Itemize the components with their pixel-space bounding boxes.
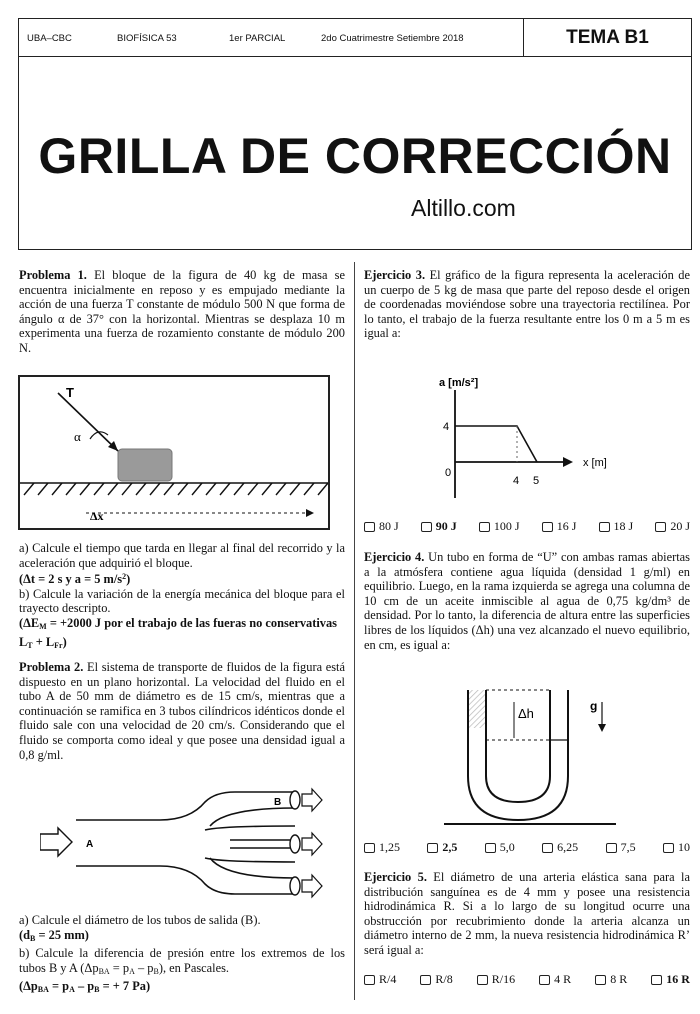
hatch-line [80, 483, 90, 495]
outlet-bottom [290, 877, 300, 895]
block [118, 449, 172, 481]
option-label: 8 R [610, 972, 628, 986]
hatch-line [122, 483, 132, 495]
problema1-questions [19, 541, 345, 653]
option[interactable] [663, 840, 690, 855]
problema2-label: Problema 2. [19, 660, 84, 674]
page-title: GRILLA DE CORRECCIÓN [38, 128, 672, 184]
pipe-outline [76, 792, 295, 894]
option-label: 10 [677, 840, 690, 854]
hatch-line [290, 483, 300, 495]
y-tick-4: 4 [443, 421, 450, 433]
subject-label: BIOFÍSICA 53 [117, 33, 177, 44]
option[interactable] [421, 519, 457, 534]
hatch-line [66, 483, 76, 495]
hatch-line [276, 483, 286, 495]
option[interactable] [477, 972, 515, 987]
ejercicio4-options [364, 840, 690, 855]
hatch-line [304, 483, 314, 495]
x-tick-5: 5 [533, 475, 540, 487]
oil-column [468, 690, 486, 728]
checkbox[interactable] [364, 975, 375, 985]
ejercicio5-options [364, 972, 690, 987]
checkbox[interactable] [427, 843, 438, 853]
hatch-line [318, 483, 328, 495]
problema1-a: a) Calcule el tiempo que tarda en llegar al final del recorrido y la aceleración que adquirió el bloque. [19, 541, 345, 570]
checkbox[interactable] [539, 975, 550, 985]
option[interactable] [651, 972, 690, 987]
option-label: 4 R [554, 972, 572, 986]
option-label: 100 J [493, 519, 520, 533]
ejercicio3-options [364, 519, 690, 534]
hatch-line [262, 483, 272, 495]
checkbox[interactable] [364, 843, 375, 853]
uba-label: UBA–CBC [27, 33, 72, 44]
checkbox[interactable] [599, 522, 610, 532]
option-label: 5,0 [499, 840, 515, 854]
option-label: R/8 [435, 972, 453, 986]
option[interactable] [420, 972, 452, 987]
force-T-label: T [66, 385, 74, 400]
problema1-statement [19, 268, 345, 356]
tema-label: TEMA B1 [523, 19, 691, 57]
u-tube-figure [440, 688, 620, 830]
option-label: 2,5 [442, 840, 458, 854]
tube-A-label: A [86, 839, 94, 850]
ejercicio4-text: Un tubo en forma de “U” con ambas ramas abiertas a la atmósfera contiene agua líquida (densidad 1 g/ml) en equilibrio. Luego, en la rama izquierda se agrega una columna de 10 cm de un aceite inmiscible al agua de 0,75 kg/dm³ de densidad. Por lo tanto, la diferencia de altura entre las superficies libres de los líquidos (Δh) una vez alcanzado el nuevo equilibrio, en cm, es igual a: [364, 550, 690, 652]
option[interactable] [485, 840, 515, 855]
tube-B-label: B [274, 797, 282, 808]
problema2-a-answer: ($d_B = 25$ mm) [19, 927, 89, 943]
ejercicio5-text: El diámetro de una arteria elástica sana para la distribución sanguínea es de 4 mm y posee una resistencia hidrodinámica R. Si a lo largo de su longitud ocurre una obstrucción por recubrimiento donde la arteria alcanza un diámetro interno de 2 mm, la nueva resistencia hidrodinámica R’ será igual a: [364, 870, 690, 957]
problema2-questions [19, 913, 345, 998]
displacement-label: Δx [90, 509, 104, 523]
ejercicio5-statement [364, 870, 690, 958]
header-row [19, 19, 691, 57]
site-label: Altillo.com [411, 195, 516, 221]
ejercicio3-statement [364, 268, 690, 341]
hatch-line [108, 483, 118, 495]
block-diagram [20, 377, 328, 528]
problema2-statement [19, 660, 345, 762]
checkbox[interactable] [542, 522, 553, 532]
problema1-a-answer: (Δt = 2 s y a = 5 $m/s^2$) [19, 572, 131, 587]
ejercicio3-text: El gráfico de la figura representa la aceleración de un cuerpo de 5 kg de masa que parte del reposo desde el origen de coordenadas moviéndose sobre una trayectoria rectilínea. Por lo tanto, el trabajo de la fuerza resultante entre los 0 m a 5 m es igual a: [364, 268, 690, 341]
problema2-b-answer: ($\Delta p_{BA} = p_A - p_B$ = + 7 Pa) [19, 979, 151, 995]
hatch-line [24, 483, 34, 495]
option-label: 20 J [670, 519, 690, 533]
hatch-line [192, 483, 202, 495]
problema1-b-answer: ($\Delta E_M = +2000$ J por el trabajo de las fueras no conservativas $L_T + L_{Fr}$) [19, 615, 337, 650]
floor-hatching [24, 483, 328, 495]
delta-h-label: Δh [518, 706, 534, 721]
x-axis-arrow [563, 457, 573, 467]
x-tick-4: 4 [513, 475, 520, 487]
ejercicio3-label: Ejercicio 3. [364, 268, 426, 282]
option-label: 16 J [556, 519, 577, 533]
gravity-label: g [590, 699, 598, 713]
checkbox[interactable] [651, 975, 662, 985]
checkbox[interactable] [420, 975, 431, 985]
option[interactable] [542, 840, 578, 855]
option-label: 16 R [666, 972, 690, 986]
hatch-line [220, 483, 230, 495]
block-figure [18, 375, 330, 530]
outlet-arrow-top [302, 789, 322, 811]
option[interactable] [364, 519, 399, 534]
x-axis-label: x [m] [583, 457, 607, 469]
problema2-a: a) Calcule el diámetro de los tubos de salida (B). [19, 913, 261, 927]
hatch-line [52, 483, 62, 495]
hatch-line [150, 483, 160, 495]
hatch-line [136, 483, 146, 495]
ejercicio5-label: Ejercicio 5. [364, 870, 427, 884]
checkbox[interactable] [485, 843, 496, 853]
force-T-line [58, 393, 118, 451]
column-divider [354, 262, 355, 1000]
option[interactable] [364, 840, 400, 855]
hatch-line [94, 483, 104, 495]
hatch-line [38, 483, 48, 495]
checkbox[interactable] [421, 522, 432, 532]
outlet-arrow-bottom [302, 875, 322, 897]
pipe-figure [40, 786, 330, 908]
header-box [18, 18, 692, 250]
acceleration-graph [425, 370, 630, 506]
problema1-label: Problema 1. [19, 268, 87, 282]
y-axis-label: a [m/s²] [439, 377, 479, 389]
hatch-line [164, 483, 174, 495]
checkbox[interactable] [542, 843, 553, 853]
hatch-line [248, 483, 258, 495]
checkbox[interactable] [479, 522, 490, 532]
origin-label: 0 [445, 467, 452, 479]
option-label: 18 J [613, 519, 634, 533]
option[interactable] [606, 840, 636, 855]
checkbox[interactable] [655, 522, 666, 532]
option[interactable] [542, 519, 577, 534]
checkbox[interactable] [364, 522, 375, 532]
gravity-arrowhead [598, 724, 606, 732]
outlet-middle [290, 835, 300, 853]
option[interactable] [427, 840, 457, 855]
option[interactable] [479, 519, 520, 534]
date-label: 2do Cuatrimestre Setiembre 2018 [321, 33, 464, 44]
checkbox[interactable] [606, 843, 617, 853]
hatch-line [206, 483, 216, 495]
option[interactable] [655, 519, 690, 534]
option-label: 6,25 [557, 840, 579, 854]
option[interactable] [595, 972, 627, 987]
hatch-line [178, 483, 188, 495]
problema1-b: b) Calcule la variación de la energía mecánica del bloque para el trayecto descripto. [19, 586, 345, 616]
option[interactable] [599, 519, 634, 534]
ejercicio4-statement [364, 550, 690, 652]
option-label: 7,5 [620, 840, 636, 854]
branch-outline [210, 808, 295, 878]
angle-alpha-label: α [74, 429, 81, 444]
option-label: 90 J [435, 519, 457, 533]
option-label: 80 J [379, 519, 399, 533]
problema2-text: El sistema de transporte de fluidos de la figura está dispuesto en un plano horizontal. La velocidad del fluido en el tubo A de 50 mm de diámetro es de 15 cm/s, mientras que a continuación se ramifica en 3 tubos cilíndricos idénticos donde el fluido sale con una velocidad de 20 cm/s. Considerando que el fluido se comporta como ideal y que posee una densidad igual a 0,8 g/ml. [19, 660, 346, 762]
problema2-b: b) Calcule la diferencia de presión entre los extremos de los tubos B y A $(\Delta p_{BA} = p_A - p_B)$, en Pascales. [19, 946, 345, 976]
checkbox[interactable] [663, 843, 674, 853]
displacement-arrowhead [306, 509, 314, 517]
exam-label: 1er PARCIAL [229, 33, 286, 44]
acceleration-curve [455, 426, 537, 462]
ejercicio4-label: Ejercicio 4. [364, 550, 425, 564]
hatch-line [234, 483, 244, 495]
option-label: 1,25 [379, 840, 400, 854]
option[interactable] [539, 972, 571, 987]
option-label: R/4 [379, 972, 397, 986]
inlet-arrow [40, 828, 72, 856]
checkbox[interactable] [595, 975, 606, 985]
problema1-text: El bloque de la figura de 40 kg de masa se encuentra inicialmente en reposo y es empujado mediante la acción de una fuerza T constante de módulo 500 N que forma de ángulo α de 37° con la horizontal. Mientras se desplaza 10 m experimenta una fuerza de rozamiento constante de módulo 200 N. [19, 268, 345, 355]
outlet-top [290, 791, 300, 809]
option[interactable] [364, 972, 396, 987]
outlet-arrow-middle [302, 833, 322, 855]
option-label: R/16 [491, 972, 516, 986]
checkbox[interactable] [477, 975, 488, 985]
